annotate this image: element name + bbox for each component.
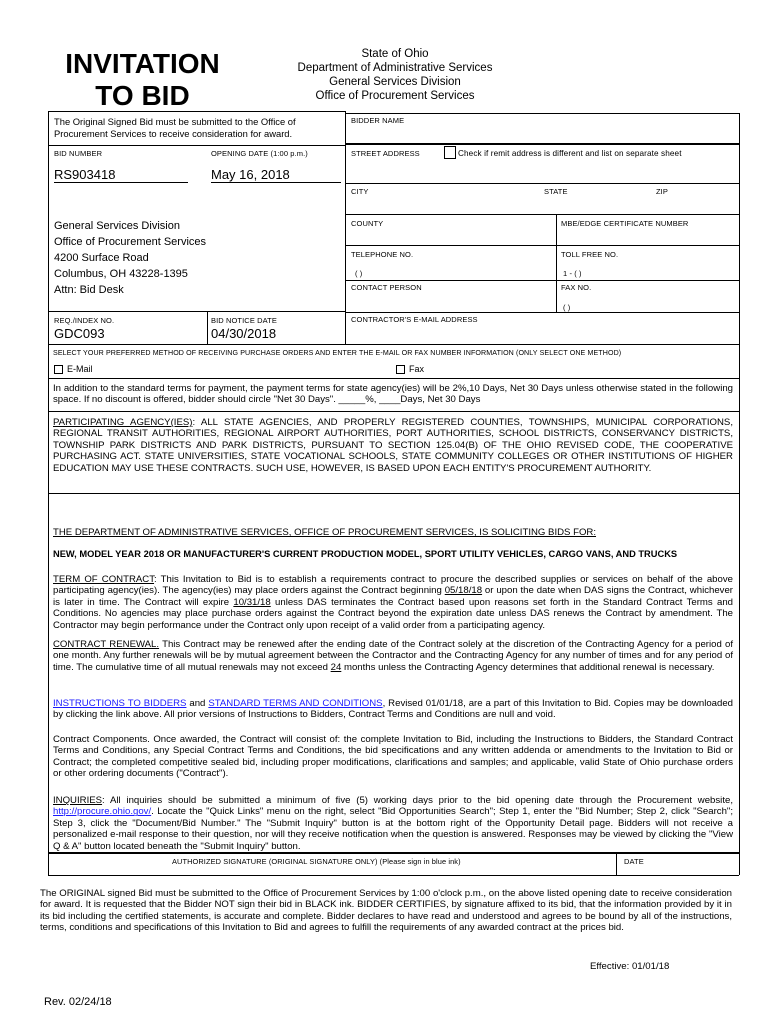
street-address-label[interactable]: STREET ADDRESS xyxy=(351,149,420,158)
telephone-placeholder: ( ) xyxy=(355,269,363,278)
inquiries-heading: INQUIRIES xyxy=(53,795,103,806)
grid-line xyxy=(345,214,739,215)
fax-placeholder: ( ) xyxy=(563,303,571,312)
grid-line xyxy=(48,852,739,854)
grid-line xyxy=(48,111,345,112)
contractor-email-label[interactable]: CONTRACTOR'S E-MAIL ADDRESS xyxy=(351,315,478,324)
participating-agencies xyxy=(53,417,733,474)
term-expire-date: 10/31/18 xyxy=(233,596,271,608)
grid-line xyxy=(345,143,739,145)
remit-checkbox-label: Check if remit address is different and list on separate sheet xyxy=(458,149,682,158)
instructions-text: , Revised 01/01/18, are a part of this Invitation to Bid. Copies may be downloaded by clicking the link above. All prior versions of Instructions to Bidders, Contract Terms and Conditions are null and void. xyxy=(53,698,733,721)
term-text: unless DAS terminates the Contract based upon reasons set forth in the Standard Contract Terms and Conditions. No agencies may place purchase orders against the Contract beyond the expiration date unless DAS renews the Contract by amendment. The Contractor may begin performance under the Contract only upon receipt of a valid order from a participating agency. xyxy=(53,596,733,631)
grid-line xyxy=(345,312,739,313)
address-line: General Services Division xyxy=(54,220,180,232)
opening-date-underline xyxy=(211,182,341,183)
signature-date-label[interactable]: DATE xyxy=(624,857,644,866)
zip-label[interactable]: ZIP xyxy=(656,187,668,196)
mailing-address xyxy=(54,218,206,298)
address-line: Office of Procurement Services xyxy=(54,236,207,248)
contact-person-label[interactable]: CONTACT PERSON xyxy=(351,283,422,292)
form-title-line2: TO BID xyxy=(95,80,190,111)
term-start-date: 05/18/18 xyxy=(444,585,483,597)
grid-line xyxy=(48,311,345,312)
req-index-value[interactable]: GDC093 xyxy=(54,326,105,341)
fax-label[interactable]: FAX NO. xyxy=(561,283,592,292)
grid-line xyxy=(556,214,557,312)
inquiries-paragraph xyxy=(53,795,733,852)
city-label[interactable]: CITY xyxy=(351,187,369,196)
agency-header xyxy=(260,47,530,103)
instructions-and: and xyxy=(186,698,209,709)
grid-line xyxy=(48,378,739,379)
contract-renewal xyxy=(53,639,733,673)
bid-notice-date-label: BID NOTICE DATE xyxy=(211,316,277,325)
renewal-heading: CONTRACT RENEWAL. xyxy=(53,639,160,650)
address-line: 4200 Surface Road xyxy=(54,252,149,264)
email-option[interactable] xyxy=(54,364,93,374)
grid-line xyxy=(48,344,739,345)
grid-line xyxy=(345,113,739,114)
effective-date: Effective: 01/01/18 xyxy=(590,961,670,972)
soliciting-heading: THE DEPARTMENT OF ADMINISTRATIVE SERVICES, OFFICE OF PROCUREMENT SERVICES, IS SOLICITING BIDS FOR: xyxy=(53,527,597,538)
form-title xyxy=(50,48,235,112)
form-title-line1: INVITATION xyxy=(65,48,220,79)
agency-line: Department of Administrative Services xyxy=(297,62,493,74)
email-option-label: E-Mail xyxy=(67,364,93,374)
bid-number-value[interactable]: RS903418 xyxy=(54,167,116,182)
instructions-to-bidders-link[interactable]: INSTRUCTIONS TO BIDDERS xyxy=(53,698,187,709)
agency-line: Office of Procurement Services xyxy=(315,90,475,102)
participating-heading: PARTICIPATING AGENCY(IES) xyxy=(53,417,193,428)
grid-line xyxy=(345,183,739,184)
fax-option-label: Fax xyxy=(409,364,425,374)
term-text: or upon the date when DAS signs the Contract, whichever is later in time. The Contract will expire xyxy=(53,585,733,608)
grid-line xyxy=(345,245,739,246)
grid-line xyxy=(48,875,739,876)
term-heading: TERM OF CONTRACT xyxy=(53,574,155,585)
opening-date-label: OPENING DATE (1:00 p.m.) xyxy=(211,149,308,158)
payment-terms: In addition to the standard terms for payment, the payment terms for state agency(ies) will be 2%,10 Days, Net 30 Days unless otherwise stated in the following space. If no discount is offered, bidder should circle "Net 30 Days". _____%, ____Days, Net 30 Days xyxy=(53,383,733,406)
remit-address-checkbox[interactable] xyxy=(444,146,456,159)
renewal-text: months unless the Contracting Agency determines that additional renewal is necessary. xyxy=(341,661,715,673)
bidder-name-label[interactable]: BIDDER NAME xyxy=(351,116,405,125)
grid-line xyxy=(345,111,346,344)
term-of-contract xyxy=(53,574,733,631)
agency-line: General Services Division xyxy=(329,76,461,88)
bid-number-label: BID NUMBER xyxy=(54,149,103,158)
inquiries-text: : All inquiries should be submitted a minimum of five (5) working days prior to the bid opening date through the Procurement website, xyxy=(102,795,733,806)
grid-line xyxy=(48,411,739,412)
signature-label[interactable]: AUTHORIZED SIGNATURE (ORIGINAL SIGNATURE ONLY) (Please sign in blue ink) xyxy=(172,857,461,866)
renewal-text: This Contract may be renewed after the ending date of the Contract solely at the discretion of the Contracting Agency for a period of one month. Any further renewals will be by mutual agreement between the Contractor and the Contracting Agency for any number of times and for any period of time. The cumulative time of all mutual renewals may not exceed xyxy=(53,639,733,673)
grid-line xyxy=(616,852,617,875)
grid-line xyxy=(345,280,739,281)
footer-note: The ORIGINAL signed Bid must be submitted to the Office of Procurement Services by 1:00 o'clock p.m., on the above listed opening date to receive consideration for award. It is requested that the Bidder NOT sign their bid in BLACK ink. BIDDER CERTIFIES, by signature affixed to its bid, that the information provided by it in its bid including the certified statements, is accurate and complete. Bidder declares to have read and understood and agrees to be bound by all of the instructions, terms, conditions and specifications of this Invitation to Bid and agrees to fulfill the requirements of any awarded contract at the prices bid. xyxy=(40,888,732,934)
renewal-months: 24 xyxy=(330,661,342,673)
address-line: Columbus, OH 43228-1395 xyxy=(54,268,188,280)
opening-date-value[interactable]: May 16, 2018 xyxy=(211,167,290,182)
telephone-label[interactable]: TELEPHONE NO. xyxy=(351,250,414,259)
bid-subject: NEW, MODEL YEAR 2018 OR MANUFACTURER'S CURRENT PRODUCTION MODEL, SPORT UTILITY VEHICLES, CARGO VANS, AND TRUCKS xyxy=(53,549,678,559)
toll-free-placeholder: 1 - ( ) xyxy=(563,269,582,278)
address-line: Attn: Bid Desk xyxy=(54,284,124,296)
grid-line xyxy=(48,493,739,494)
instructions-paragraph xyxy=(53,698,733,721)
bid-number-underline xyxy=(54,182,188,183)
fax-option[interactable] xyxy=(396,364,424,374)
term-text: : This Invitation to Bid is to establish a requirements contract to procure the described supplies or services on behalf of the above participating agency(ies). The agency(ies) may place orders against the Contract beginning xyxy=(53,574,733,597)
agency-line: State of Ohio xyxy=(361,48,429,60)
revision-date: Rev. 02/24/18 xyxy=(44,996,112,1008)
fax-checkbox[interactable] xyxy=(396,365,405,374)
participating-body: : ALL STATE AGENCIES, AND PROPERLY REGISTERED COUNTIES, TOWNSHIPS, MUNICIPAL CORPORATIONS, REGIONAL TRANSIT AUTHORITIES, REGIONAL AIRPORT AUTHORITIES, PORT AUTHORITIES, SCHOOL DISTRICTS, CONSERVANCY DISTRICTS, TOWNSHIP PARK DISTRICTS AND PARK DISTRICTS, PURSUANT TO SECTION 125.04(B) OF THE OHIO REVISED CODE, THE COOPERATIVE PURCHASING ACT. STATE UNIVERSITIES, STATE VOCATIONAL SCHOOLS, STATE COMMUNITY COLLEGES OR OTHER INSTITUTIONS OF HIGHER EDUCATION MAY USE THESE CONTRACTS. SUCH USE, HOWEVER, IS BASED UPON EACH ENTITY'S PROCUREMENT AUTHORITY. xyxy=(53,417,733,474)
method-label: SELECT YOUR PREFERRED METHOD OF RECEIVING PURCHASE ORDERS AND ENTER THE E-MAIL OR FAX NUMBER INFORMATION (ONLY SELECT ONE METHOD) xyxy=(53,349,622,357)
grid-line xyxy=(48,145,345,146)
county-label[interactable]: COUNTY xyxy=(351,219,384,228)
bid-notice-date-value[interactable]: 04/30/2018 xyxy=(211,326,277,341)
grid-line xyxy=(207,311,208,344)
inquiries-text: . Locate the "Quick Links" menu on the right, select "Bid Opportunities Search"; Step 1, enter the "Bid Number; Step 2, click "Search"; Step 3, click the "Document/Bid Number." The "Submit Inquiry" button is at the bottom right of the Opportunity Detail page. Bidders will not receive a personalized e-mail response to their question, nor will they receive notification when the question is answered. Responses may be viewed by clicking the "View Q & A" button located beneath the "Submit Inquiry" button. xyxy=(53,806,733,852)
procure-website-link[interactable]: http://procure.ohio.gov/ xyxy=(53,806,152,818)
req-index-label: REQ./INDEX NO. xyxy=(54,316,115,325)
mbe-certificate-label[interactable]: MBE/EDGE CERTIFICATE NUMBER xyxy=(561,219,689,228)
submit-note: The Original Signed Bid must be submitted to the Office of Procurement Services to receive consideration for award. xyxy=(54,116,296,139)
toll-free-label[interactable]: TOLL FREE NO. xyxy=(561,250,619,259)
standard-terms-link[interactable]: STANDARD TERMS AND CONDITIONS xyxy=(208,698,383,709)
grid-line xyxy=(739,113,740,875)
state-label[interactable]: STATE xyxy=(544,187,568,196)
contract-components: Contract Components. Once awarded, the Contract will consist of: the complete Invitation to Bid, including the Instructions to Bidders, the Standard Contract Terms and Conditions, any Special Contract Terms and Conditions, the bid specifications and any written addenda or amendments to the Invitation to Bid or Contract; the completed competitive sealed bid, including proper modifications, clarifications and samples; and applicable, valid State of Ohio purchase orders or other ordering documents ("Contract"). xyxy=(53,734,733,780)
email-checkbox[interactable] xyxy=(54,365,63,374)
